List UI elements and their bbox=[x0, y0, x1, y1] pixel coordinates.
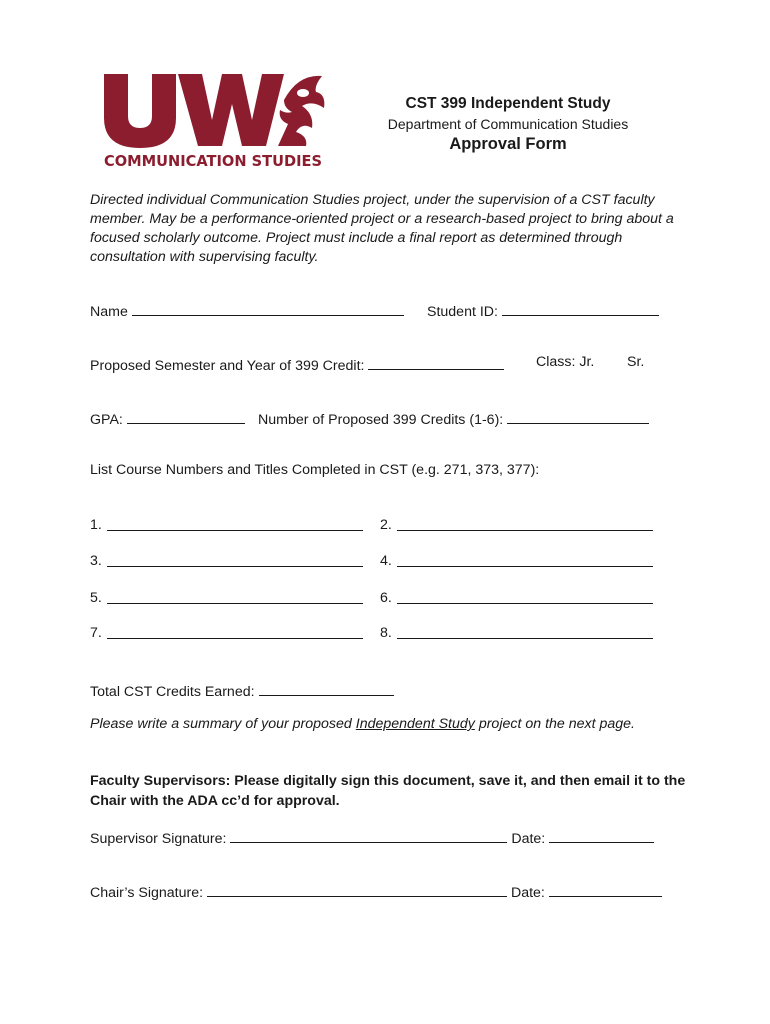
course-number: 6. bbox=[380, 590, 392, 606]
course-field-8[interactable] bbox=[397, 638, 653, 639]
total-credits-row bbox=[90, 680, 394, 700]
summary-note: Please write a summary of your proposed Independent Study project on the next page. bbox=[90, 716, 635, 732]
semester-row bbox=[90, 354, 504, 374]
class-jr-option[interactable]: Class: Jr. bbox=[536, 354, 595, 370]
course-number: 7. bbox=[90, 625, 102, 641]
chair-date-label: Date: bbox=[510, 885, 545, 901]
course-field-1[interactable] bbox=[107, 530, 363, 531]
course-field-6[interactable] bbox=[397, 603, 653, 604]
independent-study-link: Independent Study bbox=[355, 716, 475, 732]
course-number: 3. bbox=[90, 553, 102, 569]
course-number: 8. bbox=[380, 625, 392, 641]
supervisor-signature-field[interactable] bbox=[230, 827, 507, 843]
chair-signature-row bbox=[90, 881, 662, 901]
class-sr-option[interactable]: Sr. bbox=[627, 354, 645, 370]
student-id-label: Student ID: bbox=[427, 304, 498, 320]
course-number: 1. bbox=[90, 517, 102, 533]
course-number: 5. bbox=[90, 590, 102, 606]
name-row bbox=[90, 300, 404, 320]
course-field-5[interactable] bbox=[107, 603, 363, 604]
name-field[interactable] bbox=[132, 300, 404, 316]
course-number: 4. bbox=[380, 553, 392, 569]
course-field-7[interactable] bbox=[107, 638, 363, 639]
course-number: 2. bbox=[380, 517, 392, 533]
credits-row bbox=[258, 408, 649, 428]
student-id-field[interactable] bbox=[502, 300, 659, 316]
course-field-3[interactable] bbox=[107, 566, 363, 567]
logo-subtitle: COMMUNICATION STUDIES bbox=[104, 152, 322, 170]
supervisor-signature-row bbox=[90, 827, 654, 847]
supervisor-signature-label: Supervisor Signature: bbox=[90, 831, 227, 847]
uw-communication-studies-logo bbox=[102, 70, 332, 170]
gpa-row bbox=[90, 408, 245, 428]
semester-label: Proposed Semester and Year of 399 Credit: bbox=[90, 358, 365, 374]
supervisor-date-field[interactable] bbox=[549, 827, 654, 843]
chair-signature-label: Chair’s Signature: bbox=[90, 885, 204, 901]
department-name: Department of Communication Studies bbox=[387, 116, 629, 132]
student-id-row bbox=[427, 300, 659, 320]
course-field-2[interactable] bbox=[397, 530, 653, 531]
credits-field[interactable] bbox=[507, 408, 649, 424]
gpa-field[interactable] bbox=[127, 408, 245, 424]
form-name: Approval Form bbox=[449, 135, 567, 153]
gpa-label: GPA: bbox=[90, 412, 123, 428]
course-description: Directed individual Communication Studies project, under the supervision of a CST faculty member. May be a performance-oriented project or a research-based project to bring about a focused scholarly outcome. Project must include a final report as determined through consultation with supervising faculty. bbox=[90, 192, 674, 265]
total-credits-label: Total CST Credits Earned: bbox=[90, 684, 255, 700]
chair-signature-field[interactable] bbox=[207, 881, 507, 897]
chair-date-field[interactable] bbox=[549, 881, 662, 897]
form-title: CST 399 Independent Study bbox=[405, 95, 611, 112]
semester-field[interactable] bbox=[368, 354, 504, 370]
courses-label: List Course Numbers and Titles Completed in CST (e.g. 271, 373, 377): bbox=[90, 462, 540, 478]
supervisor-date-label: Date: bbox=[511, 831, 546, 847]
faculty-instructions: Faculty Supervisors: Please digitally sign this document, save it, and then email it to the Chair with the ADA cc’d for approval. bbox=[90, 773, 686, 809]
name-label: Name bbox=[90, 304, 128, 320]
total-credits-field[interactable] bbox=[259, 680, 394, 696]
course-field-4[interactable] bbox=[397, 566, 653, 567]
credits-label: Number of Proposed 399 Credits (1-6): bbox=[258, 412, 504, 428]
